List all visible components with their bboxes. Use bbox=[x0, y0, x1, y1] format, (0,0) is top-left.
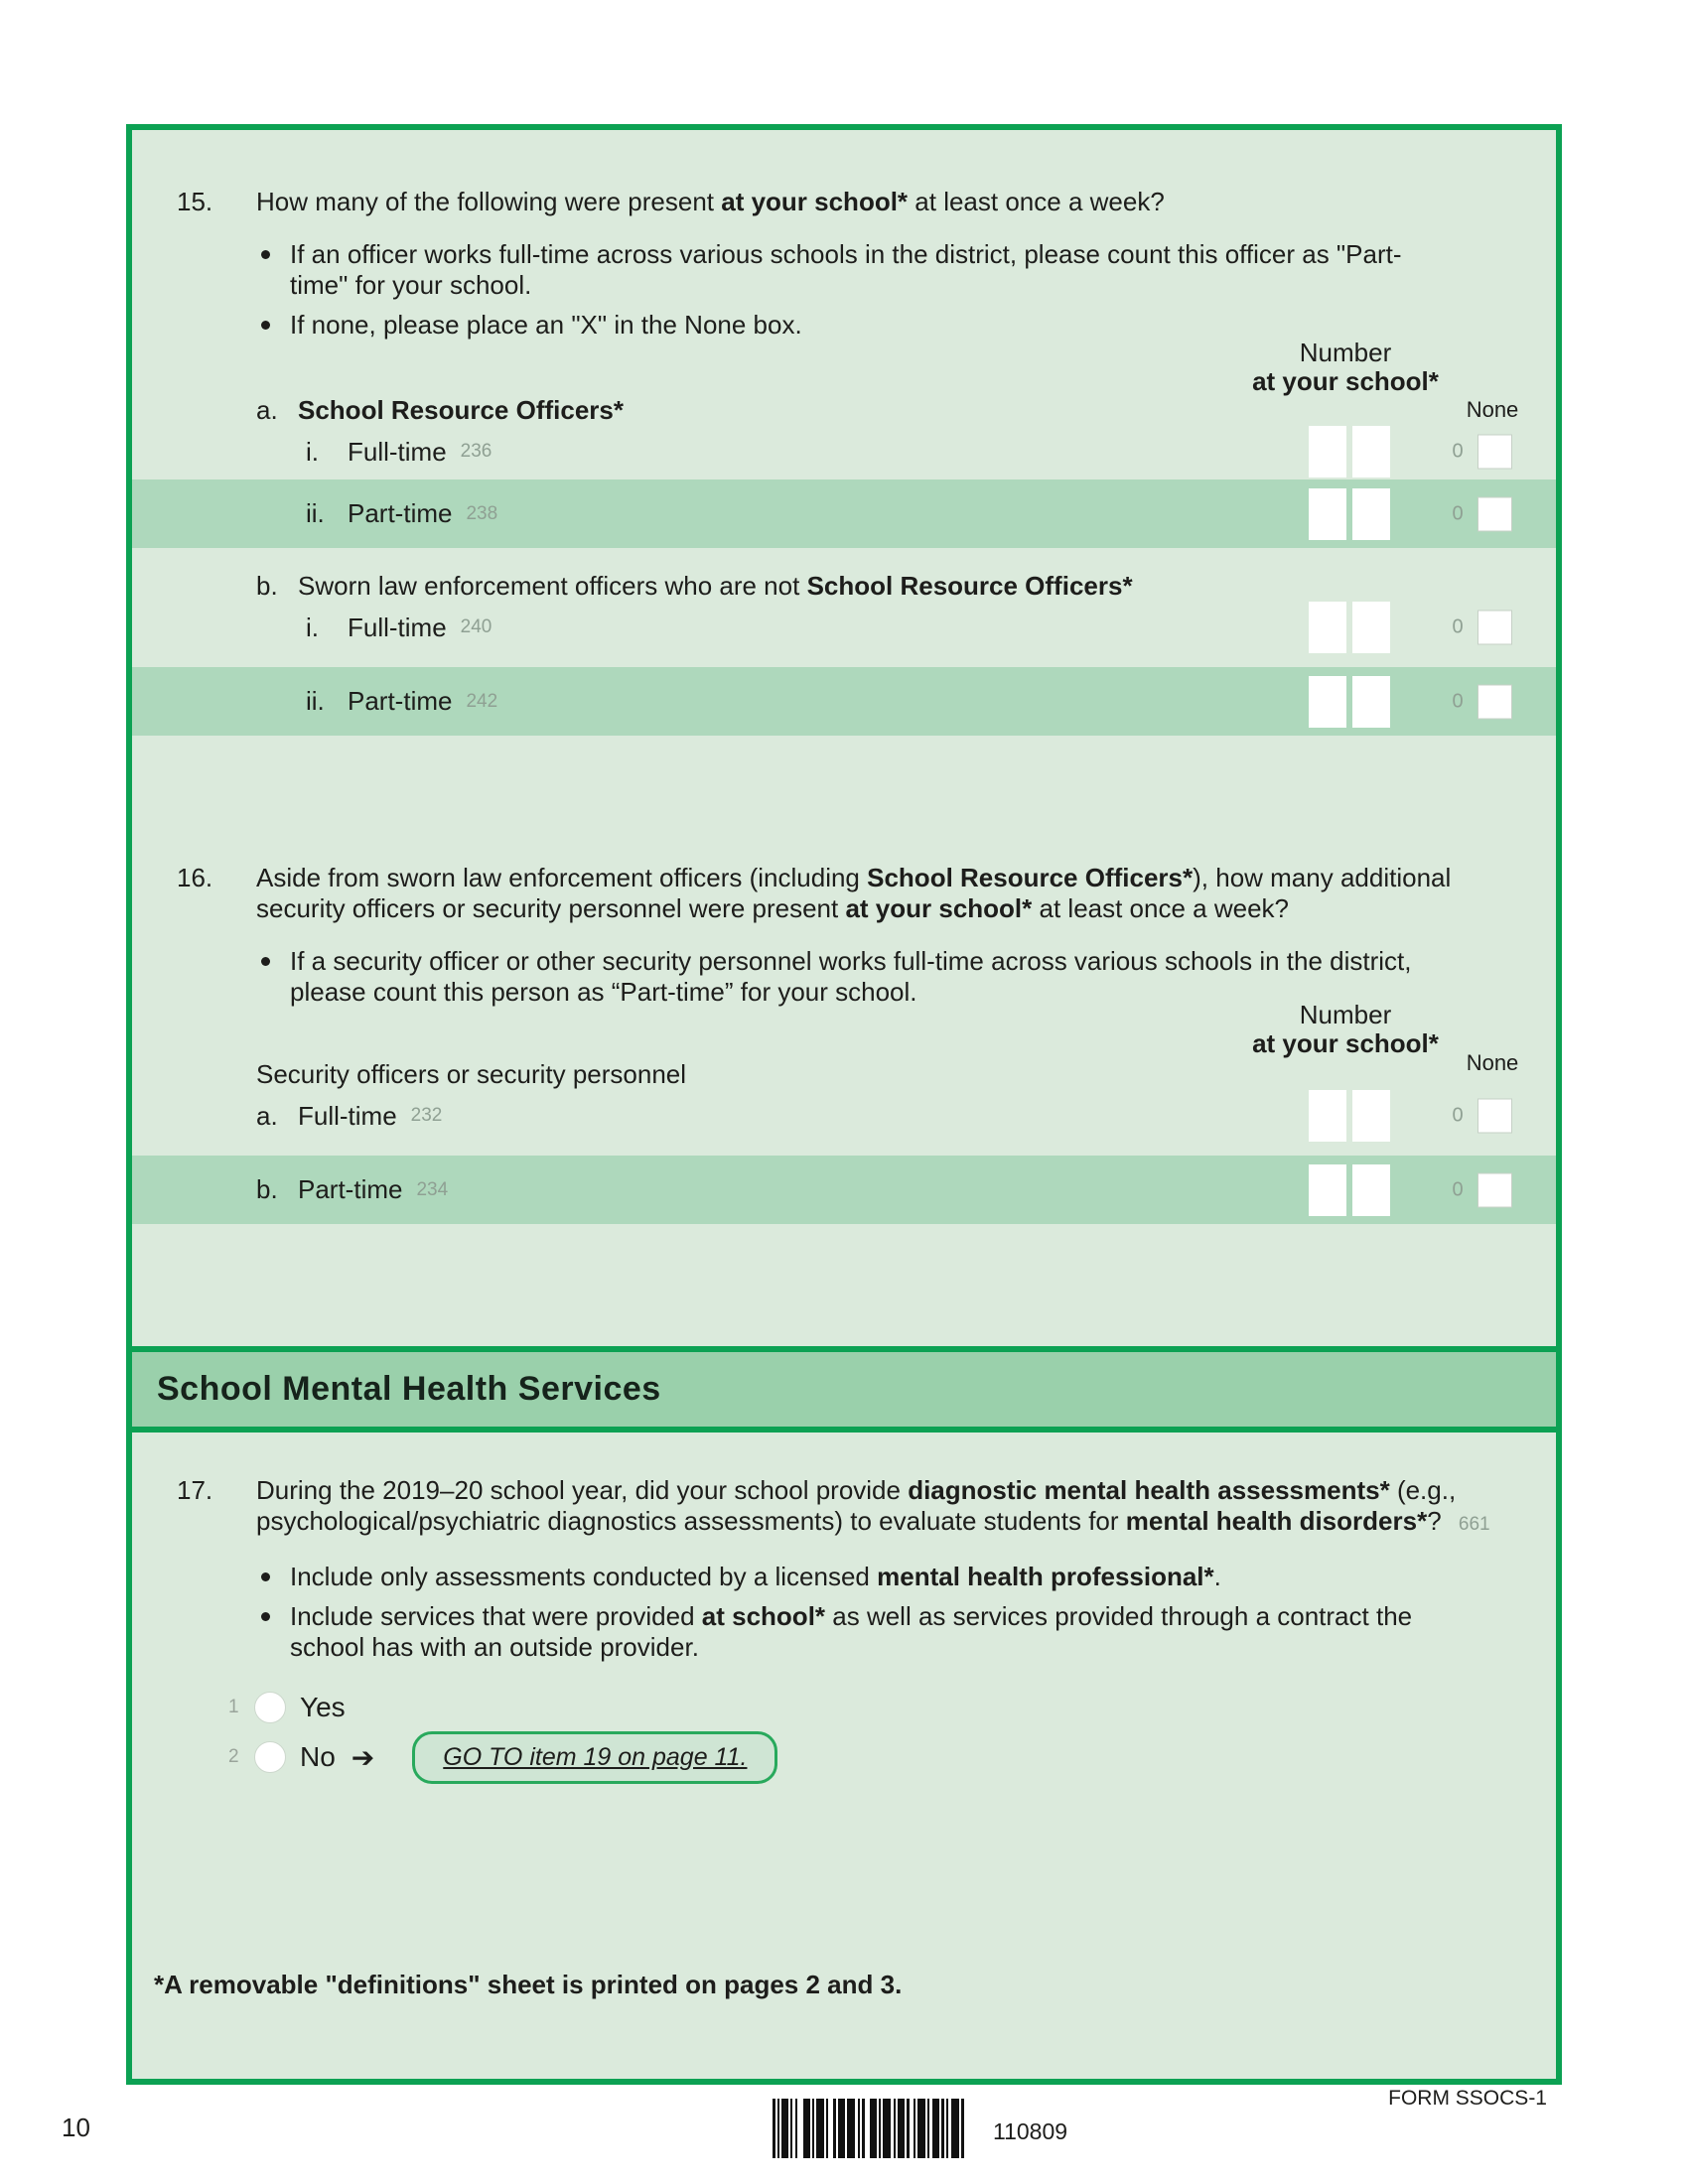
row-code: 234 bbox=[416, 1178, 449, 1200]
column-header-number-line1: Number bbox=[1299, 338, 1392, 367]
table-row-parttime-234 bbox=[132, 1156, 1556, 1224]
row-prefix: ii. bbox=[306, 686, 325, 716]
table-row-fulltime-236 bbox=[132, 424, 1556, 479]
number-entry bbox=[1309, 426, 1390, 478]
row-code: 238 bbox=[466, 502, 498, 524]
question-16 bbox=[177, 863, 1526, 924]
question-15-text: How many of the following were present at your school* at least once a week? bbox=[256, 187, 1165, 216]
bullet-item: If none, please place an "X" in the None box. bbox=[256, 310, 1428, 341]
number-entry bbox=[1309, 488, 1390, 540]
none-zero-label: 0 bbox=[1452, 1104, 1464, 1127]
q16-group-label bbox=[256, 1060, 1526, 1088]
row-code: 232 bbox=[410, 1105, 443, 1126]
number-digit-box[interactable] bbox=[1309, 676, 1346, 728]
page-number: 10 bbox=[62, 2113, 90, 2142]
none-checkbox[interactable] bbox=[1477, 684, 1512, 719]
skip-arrow-icon: ➔ bbox=[351, 1741, 375, 1773]
definitions-footnote: *A removable "definitions" sheet is printed on pages 2 and 3. bbox=[154, 1970, 903, 1999]
none-cell bbox=[1445, 496, 1512, 531]
q17-options bbox=[228, 1687, 1526, 1778]
none-zero-label: 0 bbox=[1452, 690, 1464, 712]
none-zero-label: 0 bbox=[1452, 615, 1464, 638]
bullet-item: Include services that were provided at school* as well as services provided through a contract the school has with an outside provider. bbox=[256, 1601, 1428, 1663]
bullet-item: If a security officer or other security personnel works full-time across various schools in the district, please count this person as “Part-time” for your school. bbox=[256, 946, 1428, 1008]
row-code: 242 bbox=[466, 690, 498, 712]
row-label: Full-time bbox=[348, 436, 447, 467]
radio-yes[interactable] bbox=[254, 1692, 286, 1723]
none-zero-label: 0 bbox=[1452, 440, 1464, 463]
question-15 bbox=[177, 187, 1526, 217]
number-digit-box[interactable] bbox=[1352, 602, 1390, 653]
question-17-bullets bbox=[256, 1562, 1428, 1663]
goto-instruction-box bbox=[412, 1731, 777, 1784]
column-header-none-q16: None bbox=[1466, 1050, 1519, 1075]
none-cell bbox=[1445, 611, 1512, 645]
none-checkbox[interactable] bbox=[1477, 496, 1512, 531]
row-prefix: ii. bbox=[306, 498, 325, 528]
none-cell bbox=[1445, 1099, 1512, 1134]
none-zero-label: 0 bbox=[1452, 1178, 1464, 1200]
goto-instruction-text: GO TO item 19 on page 11. bbox=[443, 1742, 748, 1771]
number-entry bbox=[1309, 1164, 1390, 1216]
question-15-bullets bbox=[256, 239, 1428, 341]
group-title: Sworn law enforcement officers who are not School Resource Officers* bbox=[298, 571, 1133, 601]
none-cell bbox=[1445, 1172, 1512, 1207]
row-code: 236 bbox=[460, 441, 492, 462]
option-code: 1 bbox=[228, 1697, 239, 1717]
barcode-number: 110809 bbox=[993, 2118, 1068, 2144]
number-entry bbox=[1309, 1090, 1390, 1142]
row-label: Full-time bbox=[348, 612, 447, 642]
none-checkbox[interactable] bbox=[1477, 435, 1512, 470]
q15-group-b-label bbox=[256, 572, 1526, 600]
bullet-item: If an officer works full-time across various schools in the district, please count this officer as "Part-time" for your school. bbox=[256, 239, 1428, 301]
option-label: No bbox=[300, 1741, 336, 1772]
row-label: Part-time bbox=[348, 498, 453, 528]
number-digit-box[interactable] bbox=[1309, 1164, 1346, 1216]
none-zero-label: 0 bbox=[1452, 502, 1464, 524]
row-label: Part-time bbox=[348, 686, 453, 716]
form-body bbox=[126, 124, 1562, 2085]
number-digit-box[interactable] bbox=[1309, 1090, 1346, 1142]
row-prefix: i. bbox=[306, 612, 319, 642]
option-yes bbox=[228, 1687, 1526, 1728]
row-prefix: i. bbox=[306, 436, 319, 467]
column-header-number-q15 bbox=[1196, 339, 1494, 396]
table-row-fulltime-240 bbox=[132, 600, 1556, 655]
row-prefix: a. bbox=[256, 1100, 278, 1131]
row-prefix: b. bbox=[256, 1174, 278, 1204]
none-checkbox[interactable] bbox=[1477, 1099, 1512, 1134]
barcode bbox=[773, 2099, 964, 2158]
radio-no[interactable] bbox=[254, 1741, 286, 1773]
number-entry bbox=[1309, 676, 1390, 728]
table-row-parttime-242 bbox=[132, 667, 1556, 736]
group-letter: a. bbox=[256, 395, 278, 425]
question-15-number: 15. bbox=[177, 187, 213, 216]
question-16-text: Aside from sworn law enforcement officers (including School Resource Officers*), how many additional security officers or security personnel were present at your school* at least once a week? bbox=[256, 863, 1452, 923]
option-label: Yes bbox=[300, 1692, 346, 1722]
section-header: School Mental Health Services bbox=[126, 1352, 1562, 1427]
number-digit-box[interactable] bbox=[1352, 1090, 1390, 1142]
column-header-number-line2: at your school* bbox=[1252, 366, 1439, 396]
question-16-number: 16. bbox=[177, 863, 213, 892]
group-title: School Resource Officers* bbox=[298, 395, 624, 425]
form-code: FORM SSOCS-1 bbox=[1388, 2087, 1547, 2110]
row-label: Full-time bbox=[298, 1100, 397, 1131]
table-row-parttime-238 bbox=[132, 479, 1556, 548]
row-code: 240 bbox=[460, 616, 492, 637]
option-code: 2 bbox=[228, 1746, 239, 1767]
none-cell bbox=[1445, 684, 1512, 719]
panel-lower bbox=[126, 1427, 1562, 2085]
question-17 bbox=[177, 1475, 1526, 1540]
number-digit-box[interactable] bbox=[1352, 1164, 1390, 1216]
none-cell bbox=[1445, 435, 1512, 470]
question-17-number: 17. bbox=[177, 1475, 213, 1505]
q15-group-a-label bbox=[256, 396, 1526, 424]
bullet-item: Include only assessments conducted by a licensed mental health professional*. bbox=[256, 1562, 1428, 1592]
number-digit-box[interactable] bbox=[1309, 488, 1346, 540]
table-row-fulltime-232 bbox=[132, 1088, 1556, 1144]
number-digit-box[interactable] bbox=[1352, 426, 1390, 478]
question-17-text: During the 2019–20 school year, did your school provide diagnostic mental health assessments* (e.g., psychological/psychiatric diagnostics assessments) to evaluate students for mental health disorders*? 661 bbox=[256, 1475, 1490, 1536]
group-title: Security officers or security personnel bbox=[256, 1059, 687, 1089]
group-letter: b. bbox=[256, 571, 278, 601]
column-header-number-line2: at your school* bbox=[1252, 1028, 1439, 1058]
number-digit-box[interactable] bbox=[1309, 426, 1346, 478]
question-16-bullets bbox=[256, 946, 1428, 1008]
number-digit-box[interactable] bbox=[1309, 602, 1346, 653]
column-header-number-line1: Number bbox=[1299, 1000, 1392, 1029]
number-digit-box[interactable] bbox=[1352, 676, 1390, 728]
none-checkbox[interactable] bbox=[1477, 611, 1512, 645]
none-checkbox[interactable] bbox=[1477, 1172, 1512, 1207]
number-entry bbox=[1309, 602, 1390, 653]
number-digit-box[interactable] bbox=[1352, 488, 1390, 540]
panel-upper bbox=[126, 124, 1562, 1352]
option-no bbox=[228, 1736, 1526, 1778]
row-label: Part-time bbox=[298, 1174, 403, 1204]
column-header-none-q15: None bbox=[1466, 397, 1519, 422]
